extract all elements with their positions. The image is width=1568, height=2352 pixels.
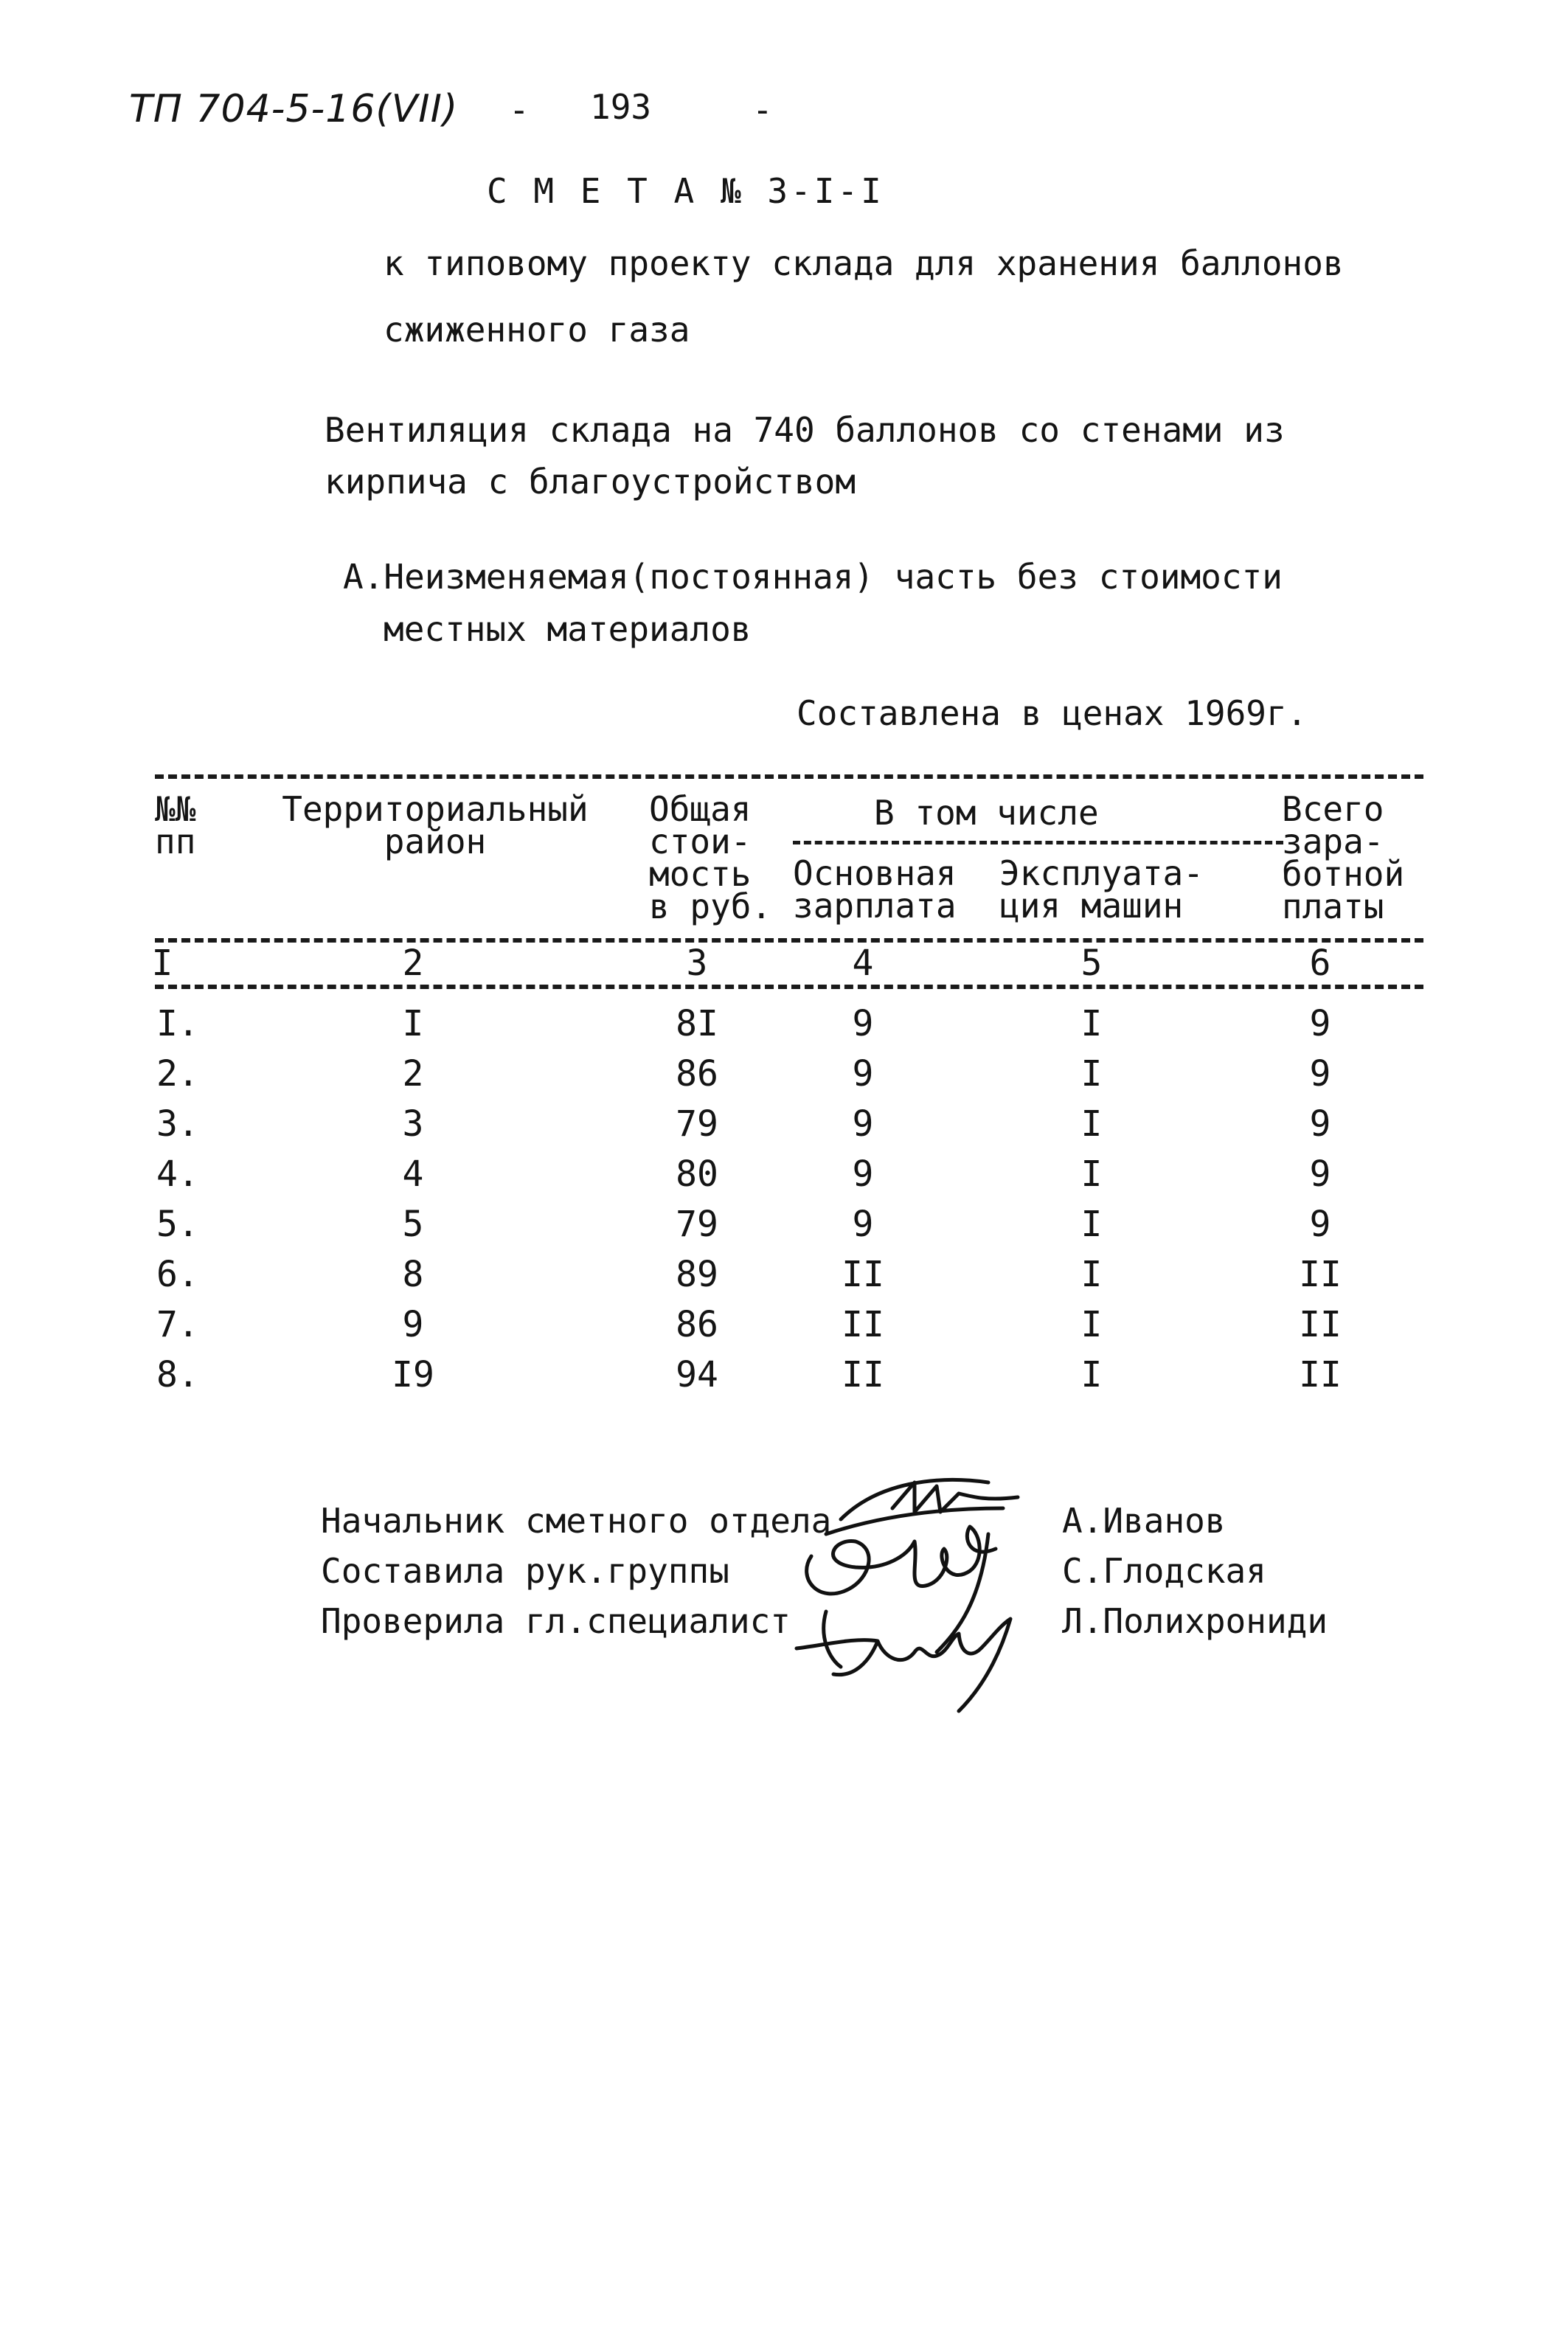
total-cost-cell: 86 bbox=[676, 1053, 718, 1095]
handwritten-signatures bbox=[767, 1468, 1084, 1718]
region-cell: 4 bbox=[402, 1154, 424, 1195]
signature-role-1: Начальник сметного отдела bbox=[321, 1501, 832, 1541]
base-salary-cell: 9 bbox=[852, 1154, 874, 1195]
row-number: 8. bbox=[156, 1354, 199, 1395]
signature-name-2: С.Глодская bbox=[1062, 1551, 1266, 1591]
total-wages-cell: II bbox=[1299, 1304, 1342, 1345]
subtitle-line-1: к типовому проекту склада для хранения баллонов bbox=[384, 243, 1344, 283]
base-salary-cell: II bbox=[842, 1354, 884, 1395]
machine-operation-cell: I bbox=[1080, 1354, 1103, 1395]
row-number: I. bbox=[156, 1003, 199, 1044]
region-cell: 2 bbox=[402, 1053, 424, 1095]
signature-role-2: Составила рук.группы bbox=[321, 1551, 729, 1591]
total-wages-cell: 9 bbox=[1309, 1103, 1331, 1145]
header-col-2-line-2: район bbox=[384, 822, 487, 861]
base-salary-cell: 9 bbox=[852, 1053, 874, 1095]
base-salary-cell: 9 bbox=[852, 1003, 874, 1044]
header-col-6-line-1: Всего bbox=[1282, 789, 1384, 829]
machine-operation-cell: I bbox=[1080, 1154, 1103, 1195]
page-number: 193 bbox=[590, 87, 652, 127]
dash-left: - bbox=[509, 90, 530, 130]
total-wages-cell: 9 bbox=[1309, 1204, 1331, 1245]
header-col-6-line-4: платы bbox=[1282, 887, 1384, 926]
total-cost-cell: 80 bbox=[676, 1154, 718, 1195]
region-cell: 9 bbox=[402, 1304, 424, 1345]
part-line-1: А.Неизменяемая(постоянная) часть без стоимости bbox=[343, 557, 1283, 597]
header-col-5 bbox=[999, 853, 1204, 926]
col-number-3: 3 bbox=[686, 943, 708, 984]
header-in-total: В том числе bbox=[874, 793, 1099, 833]
section-line-1: Вентиляция склада на 740 баллонов со стенами из bbox=[325, 410, 1285, 450]
signature-name-3: Л.Полихрониди bbox=[1062, 1601, 1328, 1641]
header-col-6-line-3: ботной bbox=[1282, 854, 1405, 894]
document-code: ТП 704-5-16(VII) bbox=[129, 87, 459, 131]
header-col-5-line-1: Эксплуата- bbox=[999, 853, 1204, 893]
prices-note: Составлена в ценах 1969г. bbox=[797, 693, 1308, 733]
base-salary-cell: 9 bbox=[852, 1103, 874, 1145]
total-wages-cell: II bbox=[1299, 1354, 1342, 1395]
header-col-1-line-2: пп bbox=[155, 822, 196, 861]
numbering-bottom-rule bbox=[155, 985, 1423, 989]
region-cell: 3 bbox=[402, 1103, 424, 1145]
region-cell: 8 bbox=[402, 1254, 424, 1295]
region-cell: 5 bbox=[402, 1204, 424, 1245]
dash-right: - bbox=[752, 90, 773, 130]
header-col-3-line-1: Общая bbox=[649, 789, 752, 829]
machine-operation-cell: I bbox=[1080, 1053, 1103, 1095]
row-number: 3. bbox=[156, 1103, 199, 1145]
total-cost-cell: 79 bbox=[676, 1204, 718, 1245]
col-number-5: 5 bbox=[1080, 943, 1103, 984]
header-col-3-line-4: в руб. bbox=[649, 887, 772, 926]
header-subgroup-rule bbox=[793, 841, 1283, 844]
row-number: 7. bbox=[156, 1304, 199, 1345]
machine-operation-cell: I bbox=[1080, 1304, 1103, 1345]
section-line-2: кирпича с благоустройством bbox=[325, 462, 856, 502]
machine-operation-cell: I bbox=[1080, 1003, 1103, 1044]
header-col-2-line-1: Территориальный bbox=[282, 789, 589, 829]
header-col-4 bbox=[793, 853, 957, 926]
machine-operation-cell: I bbox=[1080, 1254, 1103, 1295]
header-col-5-line-2: ция машин bbox=[999, 886, 1184, 926]
total-wages-cell: 9 bbox=[1309, 1003, 1331, 1044]
base-salary-cell: II bbox=[842, 1254, 884, 1295]
header-col-6 bbox=[1282, 789, 1405, 926]
header-col-1-line-1: №№ bbox=[155, 789, 196, 829]
col-number-4: 4 bbox=[852, 943, 874, 984]
base-salary-cell: II bbox=[842, 1304, 884, 1345]
col-number-6: 6 bbox=[1309, 943, 1331, 984]
total-cost-cell: 89 bbox=[676, 1254, 718, 1295]
total-cost-cell: 94 bbox=[676, 1354, 718, 1395]
signature-name-1: А.Иванов bbox=[1062, 1501, 1226, 1541]
header-col-4-line-1: Основная bbox=[793, 853, 957, 893]
header-col-1 bbox=[155, 789, 196, 861]
signature-role-3: Проверила гл.специалист bbox=[321, 1601, 791, 1641]
header-bottom-rule bbox=[155, 938, 1423, 943]
header-col-3 bbox=[649, 789, 772, 926]
total-cost-cell: 8I bbox=[676, 1003, 718, 1044]
row-number: 2. bbox=[156, 1053, 199, 1095]
col-number-2: 2 bbox=[402, 943, 424, 984]
total-wages-cell: II bbox=[1299, 1254, 1342, 1295]
total-cost-cell: 79 bbox=[676, 1103, 718, 1145]
base-salary-cell: 9 bbox=[852, 1204, 874, 1245]
total-wages-cell: 9 bbox=[1309, 1053, 1331, 1095]
total-wages-cell: 9 bbox=[1309, 1154, 1331, 1195]
header-col-2 bbox=[273, 789, 597, 861]
region-cell: I bbox=[402, 1003, 424, 1044]
header-col-3-line-3: мость bbox=[649, 854, 752, 894]
table-top-rule bbox=[155, 774, 1423, 779]
row-number: 4. bbox=[156, 1154, 199, 1195]
header-col-6-line-2: зара- bbox=[1282, 822, 1384, 861]
total-cost-cell: 86 bbox=[676, 1304, 718, 1345]
col-number-1: I bbox=[151, 943, 173, 984]
machine-operation-cell: I bbox=[1080, 1204, 1103, 1245]
subtitle-line-2: сжиженного газа bbox=[384, 310, 690, 350]
part-line-2: местных материалов bbox=[384, 609, 752, 649]
header-col-4-line-2: зарплата bbox=[793, 886, 957, 926]
machine-operation-cell: I bbox=[1080, 1103, 1103, 1145]
row-number: 5. bbox=[156, 1204, 199, 1245]
header-col-3-line-2: стои- bbox=[649, 822, 752, 861]
document-title: С М Е Т А № 3-I-I bbox=[487, 171, 884, 211]
row-number: 6. bbox=[156, 1254, 199, 1295]
region-cell: I9 bbox=[392, 1354, 434, 1395]
